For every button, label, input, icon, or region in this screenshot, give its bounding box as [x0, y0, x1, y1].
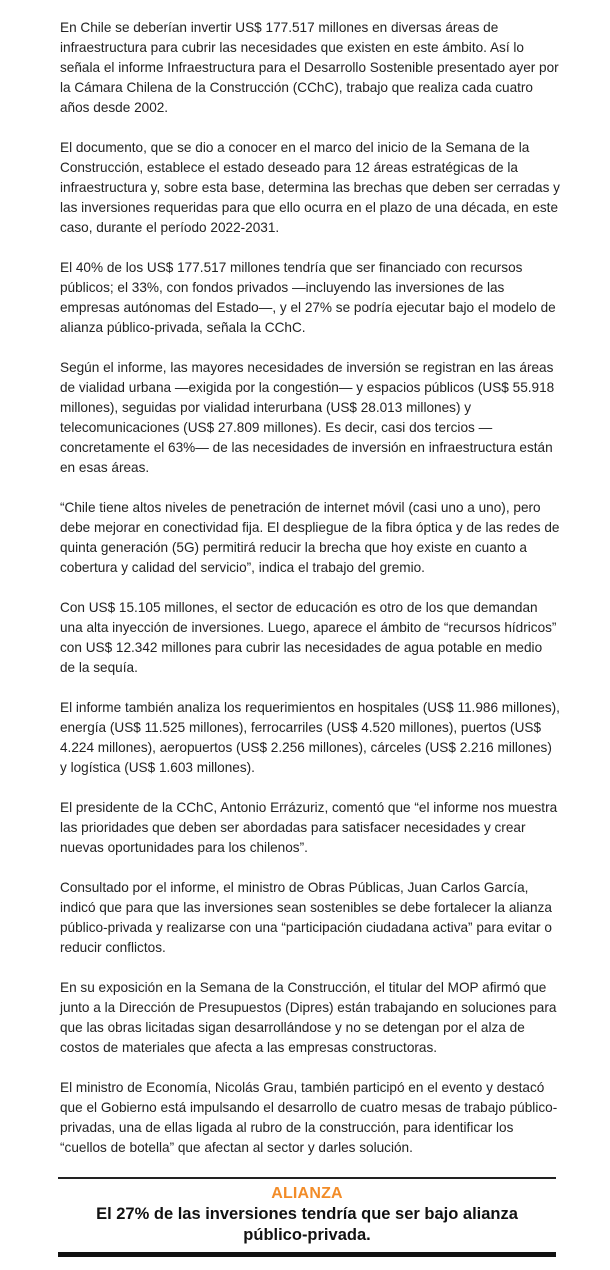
pull-quote-text: El 27% de las inversiones tendría que ser bajo alianza público-privada. [96, 1205, 518, 1244]
article-paragraph: En Chile se deberían invertir US$ 177.517 millones en diversas áreas de infraestructura para cubrir las necesidades que existen en este ámbito. Así lo señala el informe Infraestructura para el Desarrollo Sostenible presentado ayer por la Cámara Chilena de la Construcción (CChC), trabajo que realiza cada cuatro años desde 2002. [60, 20, 559, 115]
article-paragraph: El informe también analiza los requerimientos en hospitales (US$ 11.986 millones), energía (US$ 11.525 millones), ferrocarriles (US$ 4.520 millones), puertos (US$ 4.224 millones), aeropuertos (US$ 2.256 millones), cárceles (US$ 2.216 millones) y logística (US$ 1.603 millones). [60, 700, 560, 775]
pull-quote-box [58, 1177, 556, 1257]
article-paragraph: El documento, que se dio a conocer en el marco del inicio de la Semana de la Construcción, establece el estado deseado para 12 áreas estratégicas de la infraestructura y, sobre esta base, determina las brechas que deben ser cerradas y las inversiones requeridas para que ello ocurra en el plazo de una década, en este caso, durante el período 2022-2031. [60, 140, 560, 235]
pull-quote-kicker: ALIANZA [271, 1185, 343, 1202]
article-paragraph: Según el informe, las mayores necesidades de inversión se registran en las áreas de vialidad urbana —exigida por la congestión— y espacios públicos (US$ 55.918 millones), seguidas por vialidad interurbana (US$ 28.013 millones) y telecomunicaciones (US$ 27.809 millones). Es decir, casi dos tercios —concretamente el 63%— de las necesidades de inversión en infraestructura están en esas áreas. [60, 360, 555, 475]
article-body [60, 18, 560, 1178]
article-paragraph: “Chile tiene altos niveles de penetración de internet móvil (casi uno a uno), pero debe mejorar en conectividad fija. El despliegue de la fibra óptica y de las redes de quinta generación (5G) permitirá reducir la brecha que hoy existe en cuanto a cobertura y calidad del servicio”, indica el trabajo del gremio. [60, 500, 560, 575]
article-paragraph: Con US$ 15.105 millones, el sector de educación es otro de los que demandan una alta inyección de inversiones. Luego, aparece el ámbito de “recursos hídricos” con US$ 12.342 millones para cubrir las necesidades de agua potable en medio de la sequía. [60, 600, 557, 675]
article-paragraph: En su exposición en la Semana de la Construcción, el titular del MOP afirmó que junto a la Dirección de Presupuestos (Dipres) están trabajando en soluciones para que las obras licitadas sigan desarrollándose y no se detengan por el alza de costos de materiales que afecta a las empresas constructoras. [60, 980, 557, 1055]
article-paragraph: El ministro de Economía, Nicolás Grau, también participó en el evento y destacó que el Gobierno está impulsando el desarrollo de cuatro mesas de trabajo público-privadas, una de ellas ligada al rubro de la construcción, para identificar los “cuellos de botella” que afectan al sector y darles solución. [60, 1080, 558, 1155]
article-paragraph: El 40% de los US$ 177.517 millones tendría que ser financiado con recursos públicos; el 33%, con fondos privados —incluyendo las inversiones de las empresas autónomas del Estado—, y el 27% se podría ejecutar bajo el modelo de alianza público-privada, señala la CChC. [60, 260, 556, 335]
article-paragraph: Consultado por el informe, el ministro de Obras Públicas, Juan Carlos García, indicó que para que las inversiones sean sostenibles se debe fortalecer la alianza público-privada y realizarse con una “participación ciudadana activa” para evitar o reducir conflictos. [60, 880, 552, 955]
article-paragraph: El presidente de la CChC, Antonio Errázuriz, comentó que “el informe nos muestra las prioridades que deben ser abordadas para satisfacer necesidades y crear nuevas oportunidades para los chilenos”. [60, 800, 558, 855]
